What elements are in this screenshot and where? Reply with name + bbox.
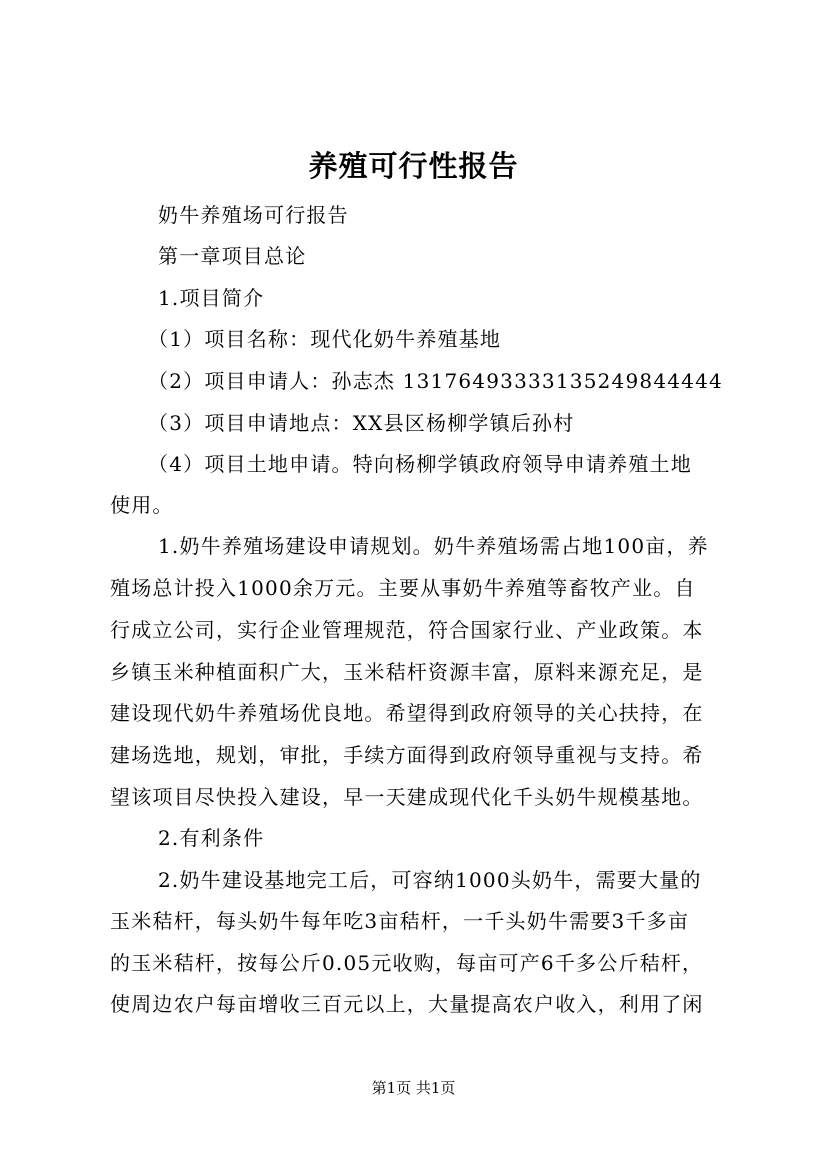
body-line: 建场选地，规划，审批，手续方面得到政府领导重视与支持。希 bbox=[110, 743, 704, 767]
document-title: 养殖可行性报告 bbox=[308, 149, 519, 183]
body-line: 使用。 bbox=[110, 493, 174, 517]
list-item: （1）项目名称：现代化奶牛养殖基地 bbox=[148, 327, 502, 351]
body-line: 2.奶牛建设基地完工后，可容纳1000头奶牛，需要大量的 bbox=[158, 868, 702, 892]
list-item: （4）项目土地申请。特向杨柳学镇政府领导申请养殖土地 bbox=[148, 452, 692, 476]
body-line: 乡镇玉米种植面积广大，玉米秸杆资源丰富，原料来源充足，是 bbox=[110, 660, 704, 684]
subtitle: 奶牛养殖场可行报告 bbox=[158, 203, 349, 227]
body-line: 的玉米秸杆，按每公斤0.05元收购，每亩可产6千多公斤秸杆， bbox=[110, 951, 704, 975]
body-line: 使周边农户每亩增收三百元以上，大量提高农户收入，利用了闲 bbox=[110, 992, 704, 1016]
body-line: 行成立公司，实行企业管理规范，符合国家行业、产业政策。本 bbox=[110, 618, 704, 642]
section-heading: 1.项目简介 bbox=[158, 286, 265, 310]
page-footer: 第1页 共1页 bbox=[371, 1079, 456, 1097]
body-line: 建设现代奶牛养殖场优良地。希望得到政府领导的关心扶持，在 bbox=[110, 701, 704, 725]
body-line: 望该项目尽快投入建设，早一天建成现代化千头奶牛规模基地。 bbox=[110, 785, 704, 809]
body-line: 1.奶牛养殖场建设申请规划。奶牛养殖场需占地100亩，养 bbox=[158, 534, 709, 558]
list-item: （3）项目申请地点：XX县区杨柳学镇后孙村 bbox=[148, 411, 575, 435]
list-item: （2）项目申请人：孙志杰 13176493333135249844444 bbox=[148, 369, 723, 393]
chapter-heading: 第一章项目总论 bbox=[158, 244, 307, 268]
section-heading: 2.有利条件 bbox=[158, 826, 265, 850]
body-line: 玉米秸杆，每头奶牛每年吃3亩秸杆，一千头奶牛需要3千多亩 bbox=[110, 909, 690, 933]
body-line: 殖场总计投入1000余万元。主要从事奶牛养殖等畜牧产业。自 bbox=[110, 576, 696, 600]
